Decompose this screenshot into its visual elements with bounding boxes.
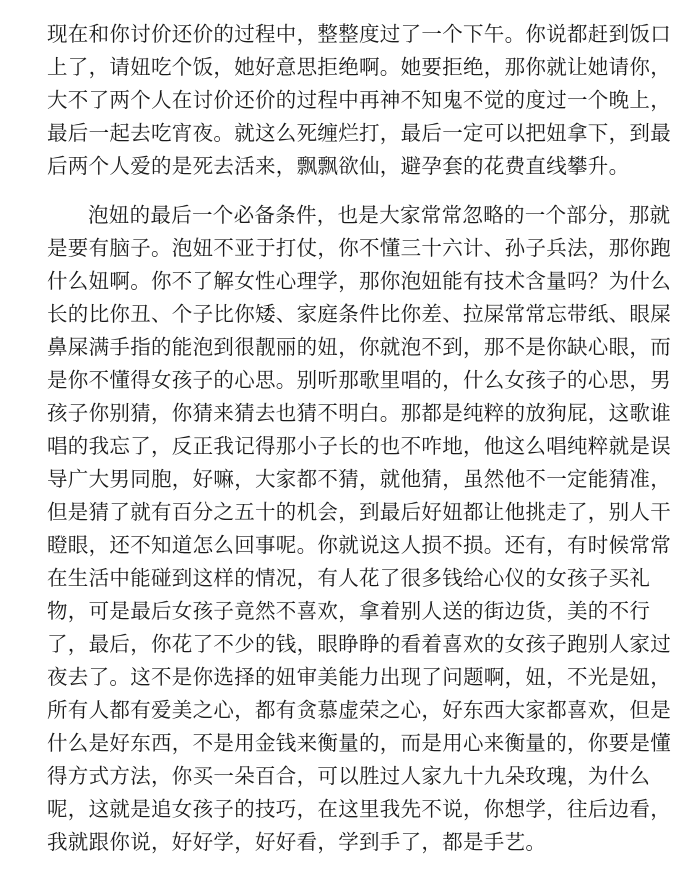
text-line: 孩子你别猜，你猜来猜去也猜不明白。那都是纯粹的放狗屁，这歌谁 <box>47 401 671 425</box>
text-line: 泡妞的最后一个必备条件，也是大家常常忽略的一个部分，那就 <box>88 203 671 227</box>
paragraph-2 <box>47 199 671 859</box>
text-line: 物，可是最后女孩子竟然不喜欢，拿着别人送的街边货，美的不行 <box>47 599 651 623</box>
document-page <box>47 18 671 859</box>
text-line: 什么妞啊。你不了解女性心理学，那你泡妞能有技术含量吗？为什么 <box>47 269 671 293</box>
text-line: 上了，请妞吃个饭，她好意思拒绝啊。她要拒绝，那你就让她请你， <box>47 55 671 79</box>
text-line: 现在和你讨价还价的过程中，整整度过了一个下午。你说都赶到饭口 <box>47 22 671 46</box>
text-line: 唱的我忘了，反正我记得那小子长的也不咋地，他这么唱纯粹就是误 <box>47 434 671 458</box>
text-line: 瞪眼，还不知道怎么回事呢。你就说这人损不损。还有，有时候常常 <box>47 533 671 557</box>
text-line: 导广大男同胞，好嘛，大家都不猜，就他猜，虽然他不一定能猜准， <box>47 467 671 491</box>
text-line: 夜去了。这不是你选择的妞审美能力出现了问题啊，妞，不光是妞， <box>47 665 671 689</box>
text-line: 大不了两个人在讨价还价的过程中再神不知鬼不觉的度过一个晚上， <box>47 88 671 112</box>
text-line: 了，最后，你花了不少的钱，眼睁睁的看着喜欢的女孩子跑别人家过 <box>47 632 671 656</box>
text-line: 是你不懂得女孩子的心思。别听那歌里唱的，什么女孩子的心思，男 <box>47 368 671 392</box>
paragraph-1 <box>47 18 671 183</box>
text-line: 呢，这就是追女孩子的技巧，在这里我先不说，你想学，往后边看， <box>47 797 671 821</box>
text-line: 我就跟你说，好好学，好好看，学到手了，都是手艺。 <box>47 830 547 854</box>
text-line: 是要有脑子。泡妞不亚于打仗，你不懂三十六计、孙子兵法，那你跑 <box>47 236 671 260</box>
text-line: 什么是好东西，不是用金钱来衡量的，而是用心来衡量的，你要是懂 <box>47 731 671 755</box>
text-line: 后两个人爱的是死去活来，飘飘欲仙，避孕套的花费直线攀升。 <box>47 154 630 178</box>
text-line: 长的比你丑、个子比你矮、家庭条件比你差、拉屎常常忘带纸、眼屎 <box>47 302 671 326</box>
text-line: 在生活中能碰到这样的情况，有人花了很多钱给心仪的女孩子买礼 <box>47 566 651 590</box>
text-line: 所有人都有爱美之心，都有贪慕虚荣之心，好东西大家都喜欢，但是 <box>47 698 671 722</box>
text-line: 鼻屎满手指的能泡到很靓丽的妞，你就泡不到，那不是你缺心眼，而 <box>47 335 671 359</box>
text-line: 得方式方法，你买一朵百合，可以胜过人家九十九朵玫瑰，为什么 <box>47 764 651 788</box>
text-line: 但是猜了就有百分之五十的机会，到最后好妞都让他挑走了，别人干 <box>47 500 671 524</box>
text-line: 最后一起去吃宵夜。就这么死缠烂打，最后一定可以把妞拿下，到最 <box>47 121 671 145</box>
